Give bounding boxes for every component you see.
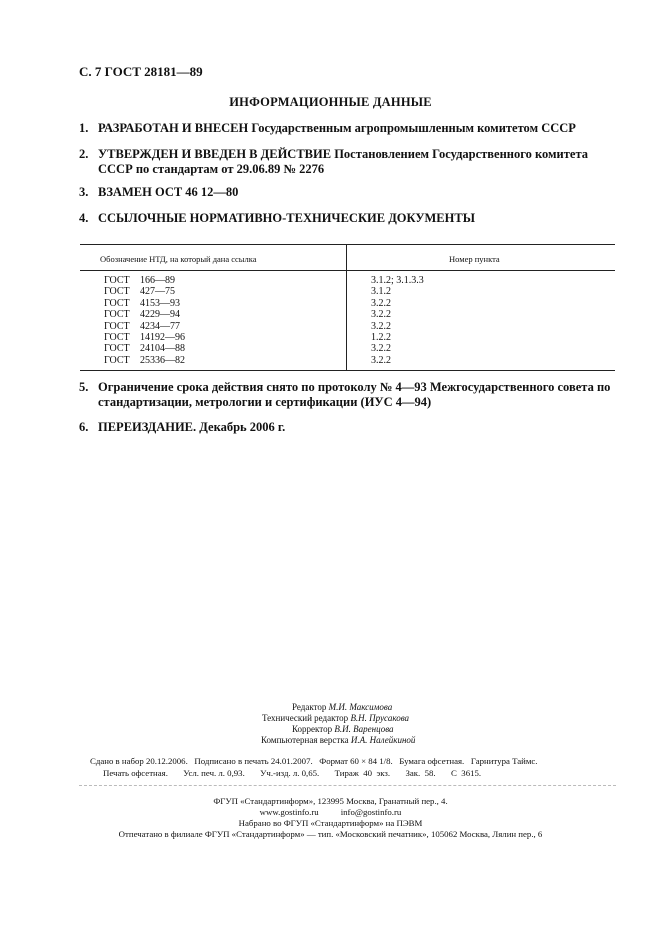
- item-text: Постановлением Государственного комитета СССР по стандартам от 29.06.89 № 2276: [98, 147, 588, 176]
- item-number: 2.: [79, 147, 89, 161]
- clause-cell: 3.2.2: [371, 320, 391, 332]
- doc-prefix: ГОСТ: [104, 275, 130, 286]
- credit-name: В.И. Варенцова: [334, 724, 394, 734]
- table-row: [104, 355, 185, 366]
- section-title: ИНФОРМАЦИОННЫЕ ДАННЫЕ: [229, 95, 432, 109]
- clause-cell: 3.2.2: [371, 297, 391, 309]
- info-item-2: [79, 147, 619, 177]
- credit-name: В.Н. Прусакова: [350, 713, 410, 723]
- ntd-table: [80, 244, 615, 370]
- table-row: [104, 332, 185, 343]
- credit-role: Технический редактор: [262, 713, 351, 723]
- table-header-clause: Номер пункта: [449, 254, 500, 264]
- item-text: Государственным агропромышленным комитетом СССР: [248, 121, 576, 135]
- item-lead: ВЗАМЕН ОСТ 46 12—80: [98, 185, 239, 199]
- table-row: [104, 309, 185, 320]
- clause-cell: 3.2.2: [371, 309, 391, 321]
- doc-prefix: ГОСТ: [104, 286, 130, 298]
- table-column-documents: [104, 275, 185, 366]
- credit-tech-editor: [262, 713, 409, 724]
- doc-number: 25336—82: [140, 354, 185, 366]
- publisher-web: www.gostinfo.ru info@gostinfo.ru: [259, 807, 402, 817]
- table-header-rule: [80, 270, 615, 271]
- item-text: Декабрь 2006 г.: [196, 420, 286, 434]
- table-column-clauses: [371, 275, 424, 366]
- credit-proofreader: [292, 724, 394, 735]
- info-item-6: [79, 420, 619, 435]
- doc-number: 14192—96: [140, 332, 185, 344]
- clause-cell: 3.1.2; 3.1.3.3: [371, 275, 424, 286]
- item-number: 1.: [79, 121, 89, 135]
- item-number: 5.: [79, 380, 89, 394]
- doc-prefix: ГОСТ: [104, 332, 130, 344]
- imprint-line-1: Сдано в набор 20.12.2006. Подписано в печать 24.01.2007. Формат 60 × 84 1/8. Бумага офсетная. Гарнитура Таймс.: [90, 756, 538, 766]
- doc-number: 4153—93: [140, 297, 180, 309]
- clause-cell: 1.2.2: [371, 332, 391, 344]
- table-row: [104, 286, 185, 297]
- credit-editor: [292, 702, 392, 713]
- credit-role: Редактор: [292, 702, 329, 712]
- page-header: С. 7 ГОСТ 28181—89: [79, 64, 203, 79]
- credit-name: М.И. Максимова: [328, 702, 393, 712]
- doc-prefix: ГОСТ: [104, 354, 130, 366]
- item-text: Ограничение срока действия снято по протоколу № 4—93 Межгосударственного совета по стандартизации, метрологии и сертификации (ИУС 4—94): [98, 380, 611, 409]
- item-lead: РАЗРАБОТАН И ВНЕСЕН: [98, 121, 249, 135]
- credit-role: Компьютерная верстка: [261, 735, 351, 745]
- credit-name: И.А. Налейкиной: [350, 735, 416, 745]
- doc-prefix: ГОСТ: [104, 320, 130, 332]
- doc-number: 24104—88: [140, 343, 185, 355]
- table-header-document: Обозначение НТД, на который дана ссылка: [100, 254, 257, 264]
- doc-number: 4234—77: [140, 320, 180, 332]
- table-row: [104, 275, 185, 286]
- print-note: Отпечатано в филиале ФГУП «Стандартинформ» — тип. «Московский печатник», 105062 Москва, Лялин пер., 6: [118, 829, 543, 839]
- item-lead: ПЕРЕИЗДАНИЕ.: [98, 420, 197, 434]
- item-number: 4.: [79, 211, 89, 225]
- doc-number: 427—75: [140, 286, 175, 298]
- clause-cell: 3.1.2: [371, 286, 391, 298]
- footer-separator: [79, 785, 616, 786]
- item-number: 6.: [79, 420, 89, 434]
- clause-cell: 3.2.2: [371, 343, 391, 355]
- info-item-3: [79, 185, 619, 200]
- credit-role: Корректор: [292, 724, 335, 734]
- table-column-divider: [346, 244, 347, 370]
- clause-cell: 3.2.2: [371, 354, 391, 366]
- info-item-4: [79, 211, 619, 226]
- doc-number: 4229—94: [140, 309, 180, 321]
- credit-layout: [261, 735, 415, 746]
- table-row: [104, 321, 185, 332]
- item-number: 3.: [79, 185, 89, 199]
- doc-number: 166—89: [140, 275, 175, 286]
- typeset-note: Набрано во ФГУП «Стандартинформ» на ПЭВМ: [238, 818, 423, 828]
- item-lead: УТВЕРЖДЕН И ВВЕДЕН В ДЕЙСТВИЕ: [98, 147, 332, 161]
- doc-prefix: ГОСТ: [104, 297, 130, 309]
- imprint-line-2: Печать офсетная. Усл. печ. л. 0,93. Уч.-изд. л. 0,65. Тираж 40 экз. Зак. 58. С 3615.: [103, 768, 482, 778]
- table-bottom-rule: [80, 370, 615, 371]
- table-row: [104, 343, 185, 354]
- item-lead: ССЫЛОЧНЫЕ НОРМАТИВНО-ТЕХНИЧЕСКИЕ ДОКУМЕНТЫ: [98, 211, 475, 225]
- doc-prefix: ГОСТ: [104, 343, 130, 355]
- table-top-rule: [80, 244, 615, 245]
- info-item-1: [79, 121, 619, 136]
- table-row: [104, 298, 185, 309]
- info-item-5: [79, 380, 619, 410]
- publisher-address: ФГУП «Стандартинформ», 123995 Москва, Гранатный пер., 4.: [213, 796, 448, 806]
- doc-prefix: ГОСТ: [104, 309, 130, 321]
